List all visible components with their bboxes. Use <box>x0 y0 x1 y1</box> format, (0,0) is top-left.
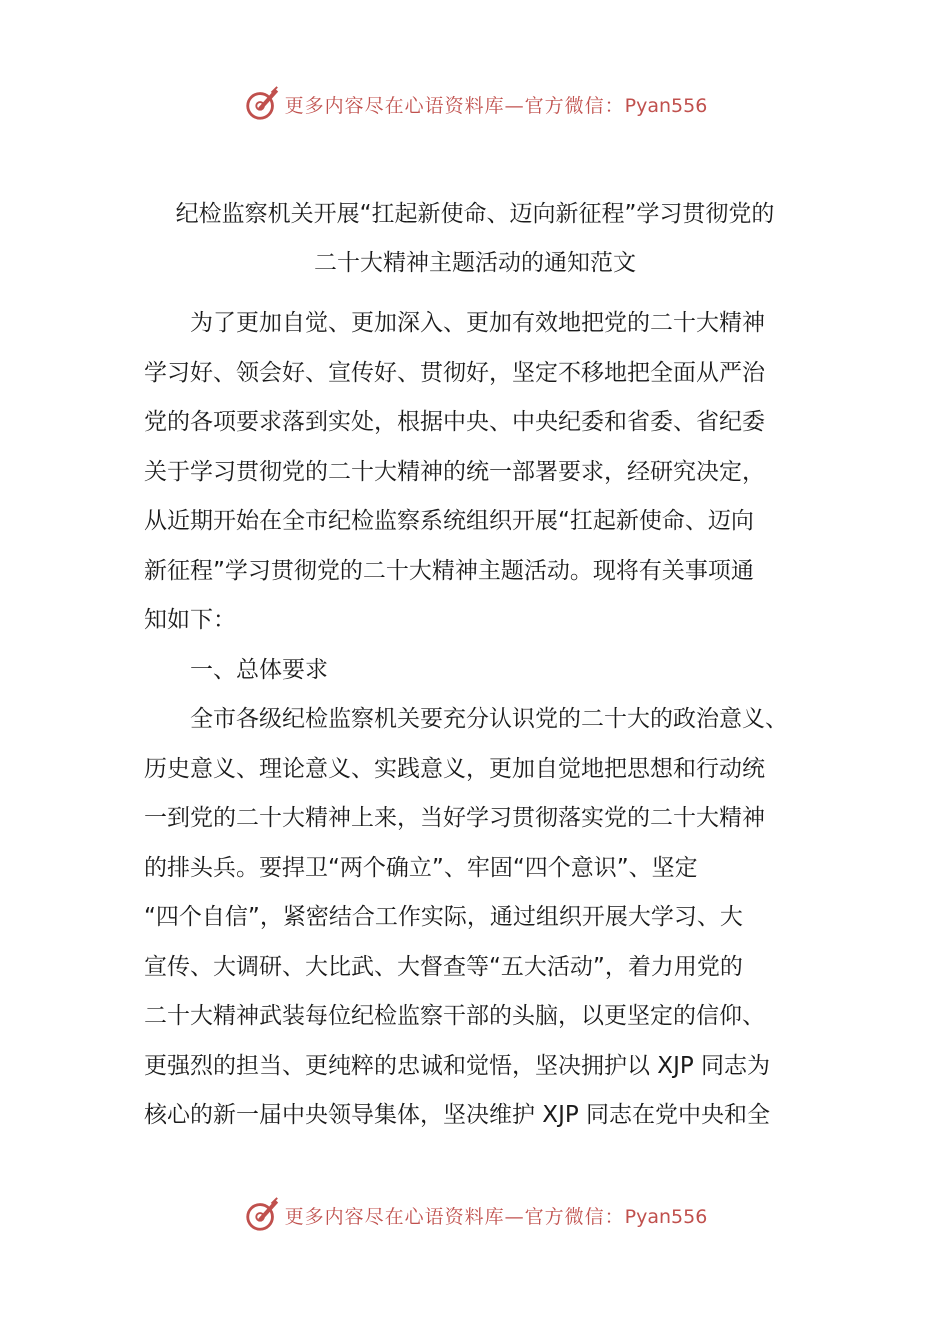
quill-logo-icon <box>243 85 281 123</box>
footer-watermark <box>0 1193 950 1237</box>
paragraph-intro <box>144 299 808 646</box>
text-line: 历史意义、理论意义、实践意义，更加自觉地把思想和行动统 <box>144 755 765 782</box>
watermark-text: 更多内容尽在心语资料库—官方微信：Pyan556 <box>284 1205 708 1228</box>
text-line: 为了更加自觉、更加深入、更加有效地把党的二十大精神 <box>190 310 765 336</box>
text-line: 的排头兵。要捍卫“两个确立”、牢固“四个意识”、坚定 <box>144 854 698 881</box>
text-line: 全市各级纪检监察机关要充分认识党的二十大的政治意义、 <box>190 706 788 732</box>
wechat-id: Pyan556 <box>624 1205 708 1228</box>
text-line: 新征程”学习贯彻党的二十大精神主题活动。现将有关事项通 <box>144 557 754 584</box>
text-line: 党的各项要求落到实处，根据中央、中央纪委和省委、省纪委 <box>144 409 765 435</box>
text-line: 更强烈的担当、更纯粹的忠诚和觉悟，坚决拥护以 XJP 同志为 <box>144 1052 771 1079</box>
section-heading: 一、总体要求 <box>190 656 328 683</box>
text-line: 关于学习贯彻党的二十大精神的统一部署要求，经研究决定， <box>144 458 765 485</box>
text-line: 学习好、领会好、宣传好、贯彻好，坚定不移地把全面从严治 <box>144 359 765 386</box>
title-line-2: 二十大精神主题活动的通知范文 <box>314 250 636 276</box>
text-line: 二十大精神武装每位纪检监察干部的头脑，以更坚定的信仰、 <box>144 1003 765 1029</box>
title-line-1: 纪检监察机关开展“扛起新使命、迈向新征程”学习贯彻党的 <box>175 201 775 227</box>
document-body <box>144 299 808 1141</box>
document-title <box>95 190 855 288</box>
wechat-id: Pyan556 <box>624 94 708 117</box>
text-line: “四个自信”，紧密结合工作实际，通过组织开展大学习、大 <box>144 904 743 930</box>
watermark-text: 更多内容尽在心语资料库—官方微信：Pyan556 <box>284 94 708 117</box>
text-line: 核心的新一届中央领导集体，坚决维护 XJP 同志在党中央和全 <box>144 1102 771 1128</box>
text-line: 宣传、大调研、大比武、大督查等“五大活动”，着力用党的 <box>144 953 743 980</box>
header-watermark <box>0 82 950 126</box>
text-line: 一到党的二十大精神上来，当好学习贯彻落实党的二十大精神 <box>144 805 765 831</box>
paragraph-requirements <box>144 695 808 1141</box>
text-line: 知如下： <box>144 607 236 633</box>
text-line: 从近期开始在全市纪检监察系统组织开展“扛起新使命、迈向 <box>144 508 754 534</box>
quill-logo-icon <box>243 1196 281 1234</box>
